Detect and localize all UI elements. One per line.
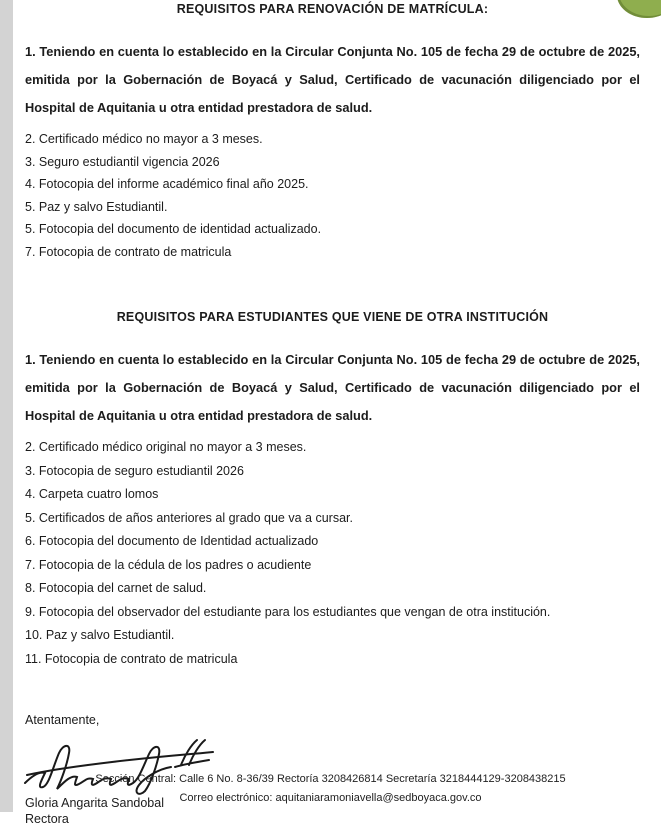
list-item: 5. Fotocopia del documento de identidad actualizado.: [25, 222, 322, 236]
document-body: [25, 0, 640, 826]
page-footer: [0, 770, 661, 808]
signer-title: Rectora: [25, 812, 69, 826]
footer-email-line: Correo electrónico: aquitaniaramoniavella@sedboyaca.gov.co: [179, 792, 482, 804]
section2-requirements-list: [25, 436, 640, 671]
section1-intro-paragraph: 1. Teniendo en cuenta lo establecido en la Circular Conjunta No. 105 de fecha 29 de octubre de 2025, emitida por la Gobernación de Boyacá y Salud, Certificado de vacunación diligenciado por el Hospital de Aquitania u otra entidad prestadora de salud.: [25, 44, 640, 115]
list-item: 2. Certificado médico no mayor a 3 meses.: [25, 132, 263, 146]
scan-edge-strip: [0, 0, 13, 812]
salutation: Atentamente,: [25, 713, 100, 727]
list-item: 7. Fotocopia de la cédula de los padres o acudiente: [25, 557, 312, 572]
list-item: 2. Certificado médico original no mayor a 3 meses.: [25, 440, 307, 454]
list-item: 4. Carpeta cuatro lomos: [25, 487, 159, 501]
list-item: 5. Paz y salvo Estudiantil.: [25, 199, 168, 214]
section1-title: REQUISITOS PARA RENOVACIÓN DE MATRÍCULA:: [176, 2, 489, 16]
list-item: 5. Certificados de años anteriores al grado que va a cursar.: [25, 510, 353, 525]
list-item: 10. Paz y salvo Estudiantil.: [25, 628, 175, 642]
list-item: 8. Fotocopia del carnet de salud.: [25, 581, 207, 595]
list-item: 3. Fotocopia de seguro estudiantil 2026: [25, 463, 244, 478]
list-item: 11. Fotocopia de contrato de matricula: [25, 651, 238, 666]
list-item: 3. Seguro estudiantil vigencia 2026: [25, 154, 220, 169]
signer-name: Gloria Angarita Sandobal: [25, 796, 164, 810]
section1-requirements-list: [25, 128, 640, 263]
list-item: 4. Fotocopia del informe académico final año 2025.: [25, 177, 309, 191]
list-item: 9. Fotocopia del observador del estudiante para los estudiantes que vengan de otra institución.: [25, 604, 551, 619]
section2-title: REQUISITOS PARA ESTUDIANTES QUE VIENE DE OTRA INSTITUCIÓN: [116, 310, 549, 324]
list-item: 7. Fotocopia de contrato de matricula: [25, 244, 232, 259]
list-item: 6. Fotocopia del documento de Identidad actualizado: [25, 534, 319, 548]
footer-address-line: Sección Central: Calle 6 No. 8-36/39 Rectoría 3208426814 Secretaría 3218444129-3208438215: [95, 773, 566, 785]
section2-intro-paragraph: 1. Teniendo en cuenta lo establecido en la Circular Conjunta No. 105 de fecha 29 de octubre de 2025, emitida por la Gobernación de Boyacá y Salud, Certificado de vacunación diligenciado por el Hospital de Aquitania u otra entidad prestadora de salud.: [25, 352, 640, 423]
